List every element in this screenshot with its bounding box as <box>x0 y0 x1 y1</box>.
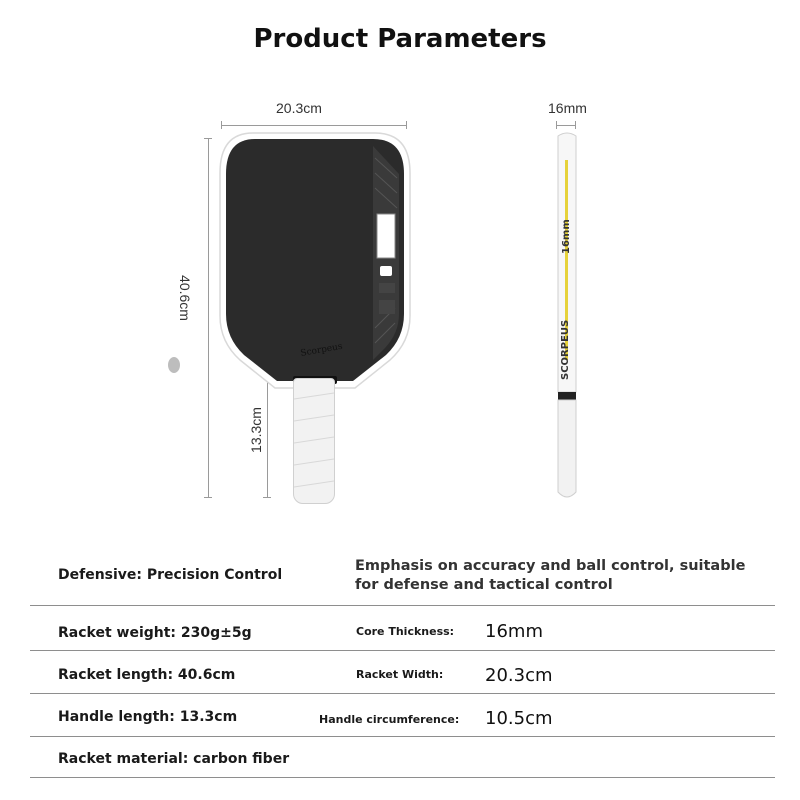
table-divider <box>30 736 775 737</box>
thickness-dimension-line <box>556 125 576 126</box>
core-thickness-value: 16mm <box>485 621 543 642</box>
table-divider <box>30 693 775 694</box>
table-divider <box>30 605 775 606</box>
thickness-dimension-tick-right <box>575 121 576 129</box>
table-divider <box>30 777 775 778</box>
paddle-front-grip <box>293 378 335 504</box>
play-style-description: Emphasis on accuracy and ball control, suitable for defense and tactical control <box>355 558 746 593</box>
svg-text:Scorpeus: Scorpeus <box>299 341 344 359</box>
racket-length-label: Racket length: 40.6cm <box>58 667 236 683</box>
width-dimension-line <box>221 125 407 126</box>
length-dimension-tick-bottom <box>204 497 212 498</box>
racket-width-label: Racket Width: <box>356 668 444 681</box>
thickness-dimension-label: 16mm <box>548 100 587 116</box>
length-dimension-tick-top <box>204 138 212 139</box>
play-style-label: Defensive: Precision Control <box>58 567 283 583</box>
length-dimension-label: 40.6cm <box>177 275 193 321</box>
handle-length-label: Handle length: 13.3cm <box>58 709 238 725</box>
paddle-edge-brand-text: SCORPEUS <box>560 319 571 380</box>
thickness-dimension-tick-left <box>556 121 557 129</box>
racket-weight-label: Racket weight: 230g±5g <box>58 625 252 641</box>
table-divider <box>30 650 775 651</box>
length-dimension-line <box>208 138 209 498</box>
handle-dimension-label: 13.3cm <box>248 407 264 453</box>
paddle-edge-thickness-text: 16mm <box>561 219 572 254</box>
handle-circumference-label: Handle circumference: <box>319 713 460 726</box>
page-title: Product Parameters <box>253 24 547 54</box>
width-dimension-label: 20.3cm <box>276 100 322 116</box>
decorative-dot <box>168 357 180 373</box>
racket-material-label: Racket material: carbon fiber <box>58 751 290 767</box>
handle-circumference-value: 10.5cm <box>485 708 553 729</box>
core-thickness-label: Core Thickness: <box>356 625 455 638</box>
racket-width-value: 20.3cm <box>485 665 553 686</box>
